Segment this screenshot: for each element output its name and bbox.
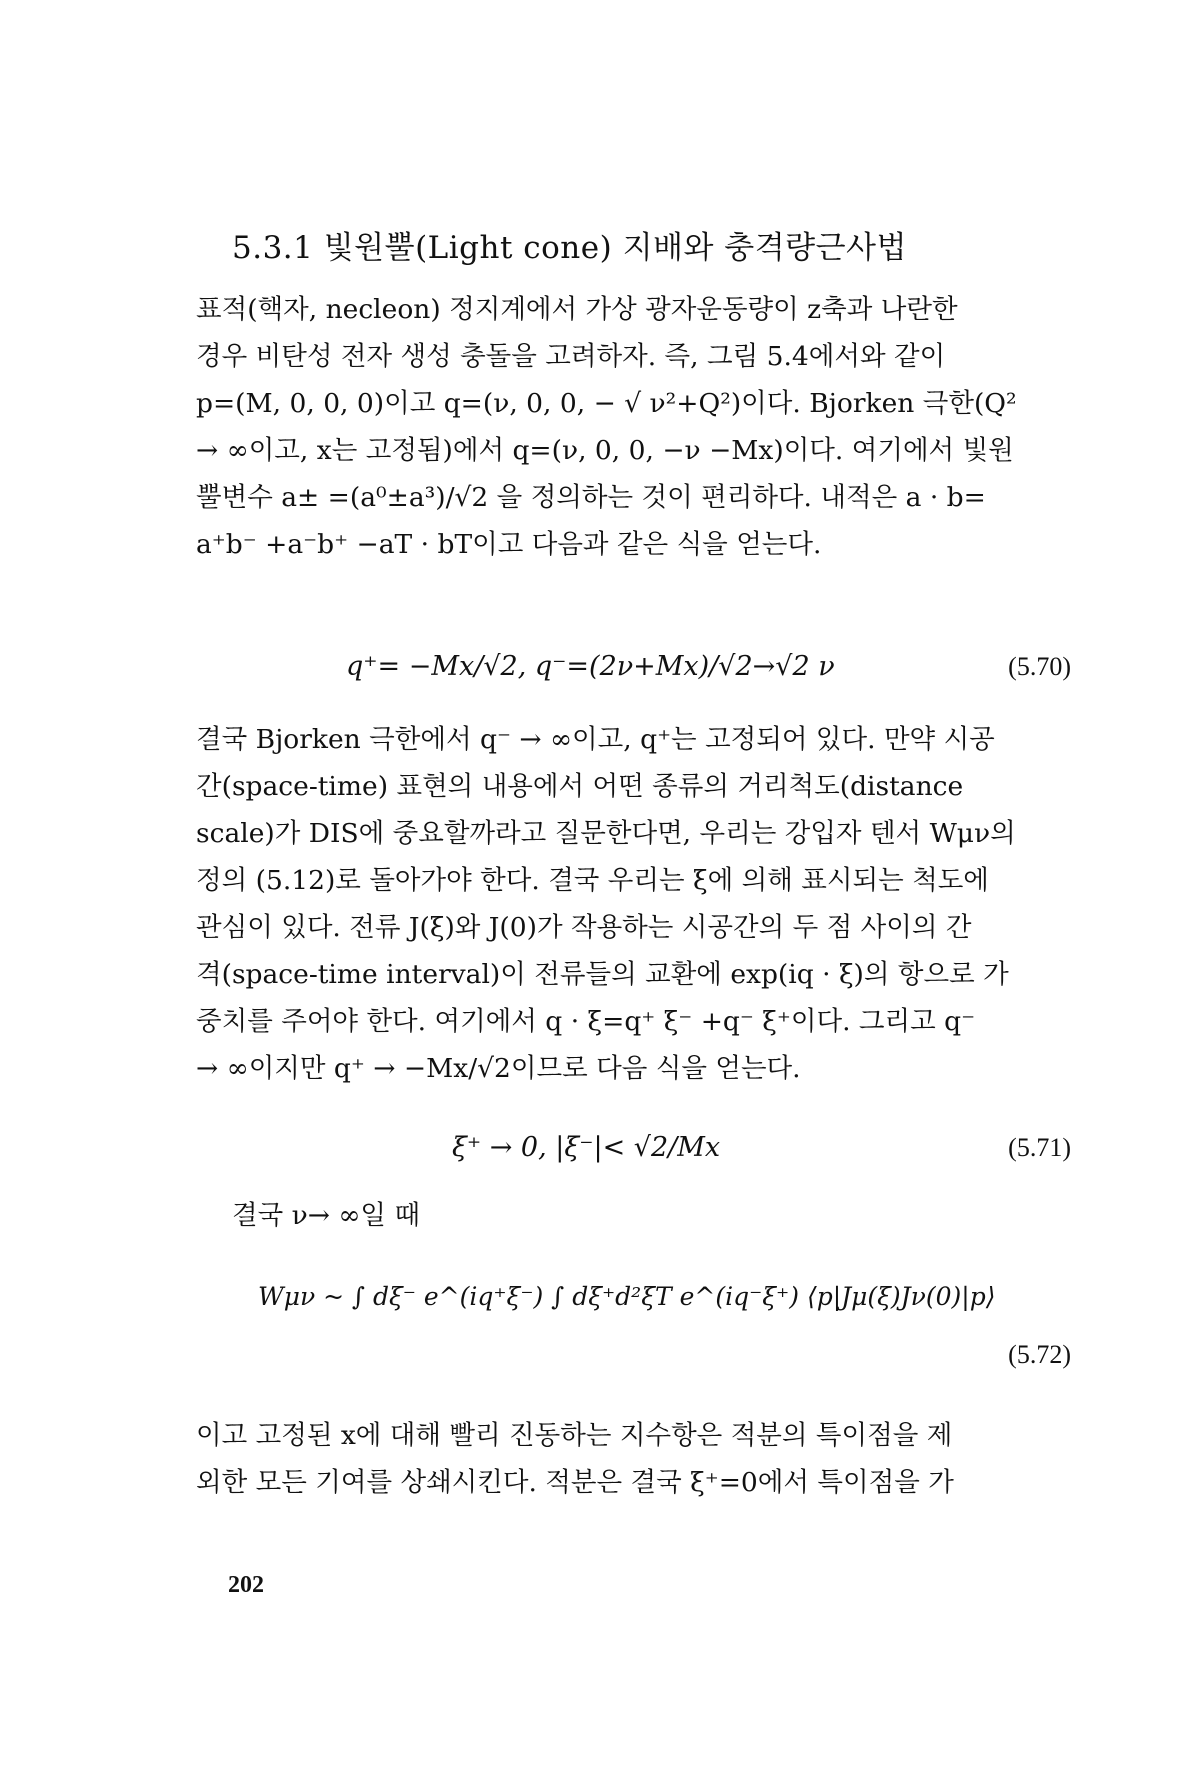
- text-line: 관심이 있다. 전류 J(ξ)와 J(0)가 작용하는 시공간의 두 점 사이의 간: [196, 912, 972, 943]
- text-line: → ∞이고, x는 고정됨)에서 q=(ν, 0, 0, −ν −Mx)이다. 여기에서 빛원: [196, 435, 1014, 466]
- equation-5-70: [196, 642, 1071, 692]
- text-line: 중치를 주어야 한다. 여기에서 q · ξ=q⁺ ξ⁻ +q⁻ ξ⁺이다. 그리고 q⁻: [196, 1006, 976, 1037]
- text-line: 결국 Bjorken 극한에서 q⁻ → ∞이고, q⁺는 고정되어 있다. 만약 시공: [196, 724, 995, 755]
- equation-5-72-number-row: [196, 1330, 1071, 1380]
- text-line: 간(space-time) 표현의 내용에서 어떤 종류의 거리척도(distance: [196, 771, 964, 802]
- paragraph-1: [196, 286, 1071, 568]
- text-line: 뿔변수 a± =(a⁰±a³)/√2 을 정의하는 것이 편리하다. 내적은 a · b=: [196, 482, 986, 513]
- equation-5-72: [196, 1272, 1071, 1322]
- section-heading: 5.3.1 빛원뿔(Light cone) 지배와 충격량근사법: [232, 230, 907, 266]
- text-line: 외한 모든 기여를 상쇄시킨다. 적분은 결국 ξ⁺=0에서 특이점을 가: [196, 1467, 954, 1498]
- page-number: 202: [228, 1572, 264, 1598]
- text-line: 결국 ν→ ∞일 때: [232, 1200, 421, 1231]
- text-line: 격(space-time interval)이 전류들의 교환에 exp(iq · ξ)의 항으로 가: [196, 959, 1009, 990]
- paragraph-3: [196, 1412, 1071, 1506]
- text-line: 이고 고정된 x에 대해 빨리 진동하는 지수항은 적분의 특이점을 제: [196, 1420, 953, 1451]
- equation-number: (5.72): [1008, 1340, 1071, 1369]
- limit-text: [232, 1192, 1071, 1239]
- text-line: scale)가 DIS에 중요할까라고 질문한다면, 우리는 강입자 텐서 Wμν의: [196, 818, 1016, 849]
- text-line: p=(M, 0, 0, 0)이고 q=(ν, 0, 0, − √ ν²+Q²)이다. Bjorken 극한(Q²: [196, 388, 1017, 419]
- equation-expression: Wμν ~ ∫ dξ⁻ e^(iq⁺ξ⁻) ∫ dξ⁺d²ξT e^(iq⁻ξ⁺) ⟨p|Jμ(ξ)Jν(0)|p⟩: [258, 1282, 996, 1311]
- equation-number: (5.70): [1008, 652, 1071, 681]
- equation-5-71: [196, 1123, 1071, 1173]
- paragraph-2: [196, 716, 1071, 1092]
- text-line: a⁺b⁻ +a⁻b⁺ −aT · bT이고 다음과 같은 식을 얻는다.: [196, 529, 822, 560]
- text-line: 표적(핵자, necleon) 정지계에서 가상 광자운동량이 z축과 나란한: [196, 294, 958, 325]
- equation-expression: q⁺= −Mx/√2, q⁻=(2ν+Mx)/√2→√2 ν: [346, 651, 835, 682]
- text-line: 경우 비탄성 전자 생성 충돌을 고려하자. 즉, 그림 5.4에서와 같이: [196, 341, 946, 372]
- text-line: → ∞이지만 q⁺ → −Mx/√2이므로 다음 식을 얻는다.: [196, 1053, 801, 1084]
- equation-number: (5.71): [1008, 1133, 1071, 1162]
- equation-expression: ξ⁺ → 0, |ξ⁻|< √2/Mx: [452, 1132, 721, 1163]
- text-line: 정의 (5.12)로 돌아가야 한다. 결국 우리는 ξ에 의해 표시되는 척도에: [196, 865, 989, 896]
